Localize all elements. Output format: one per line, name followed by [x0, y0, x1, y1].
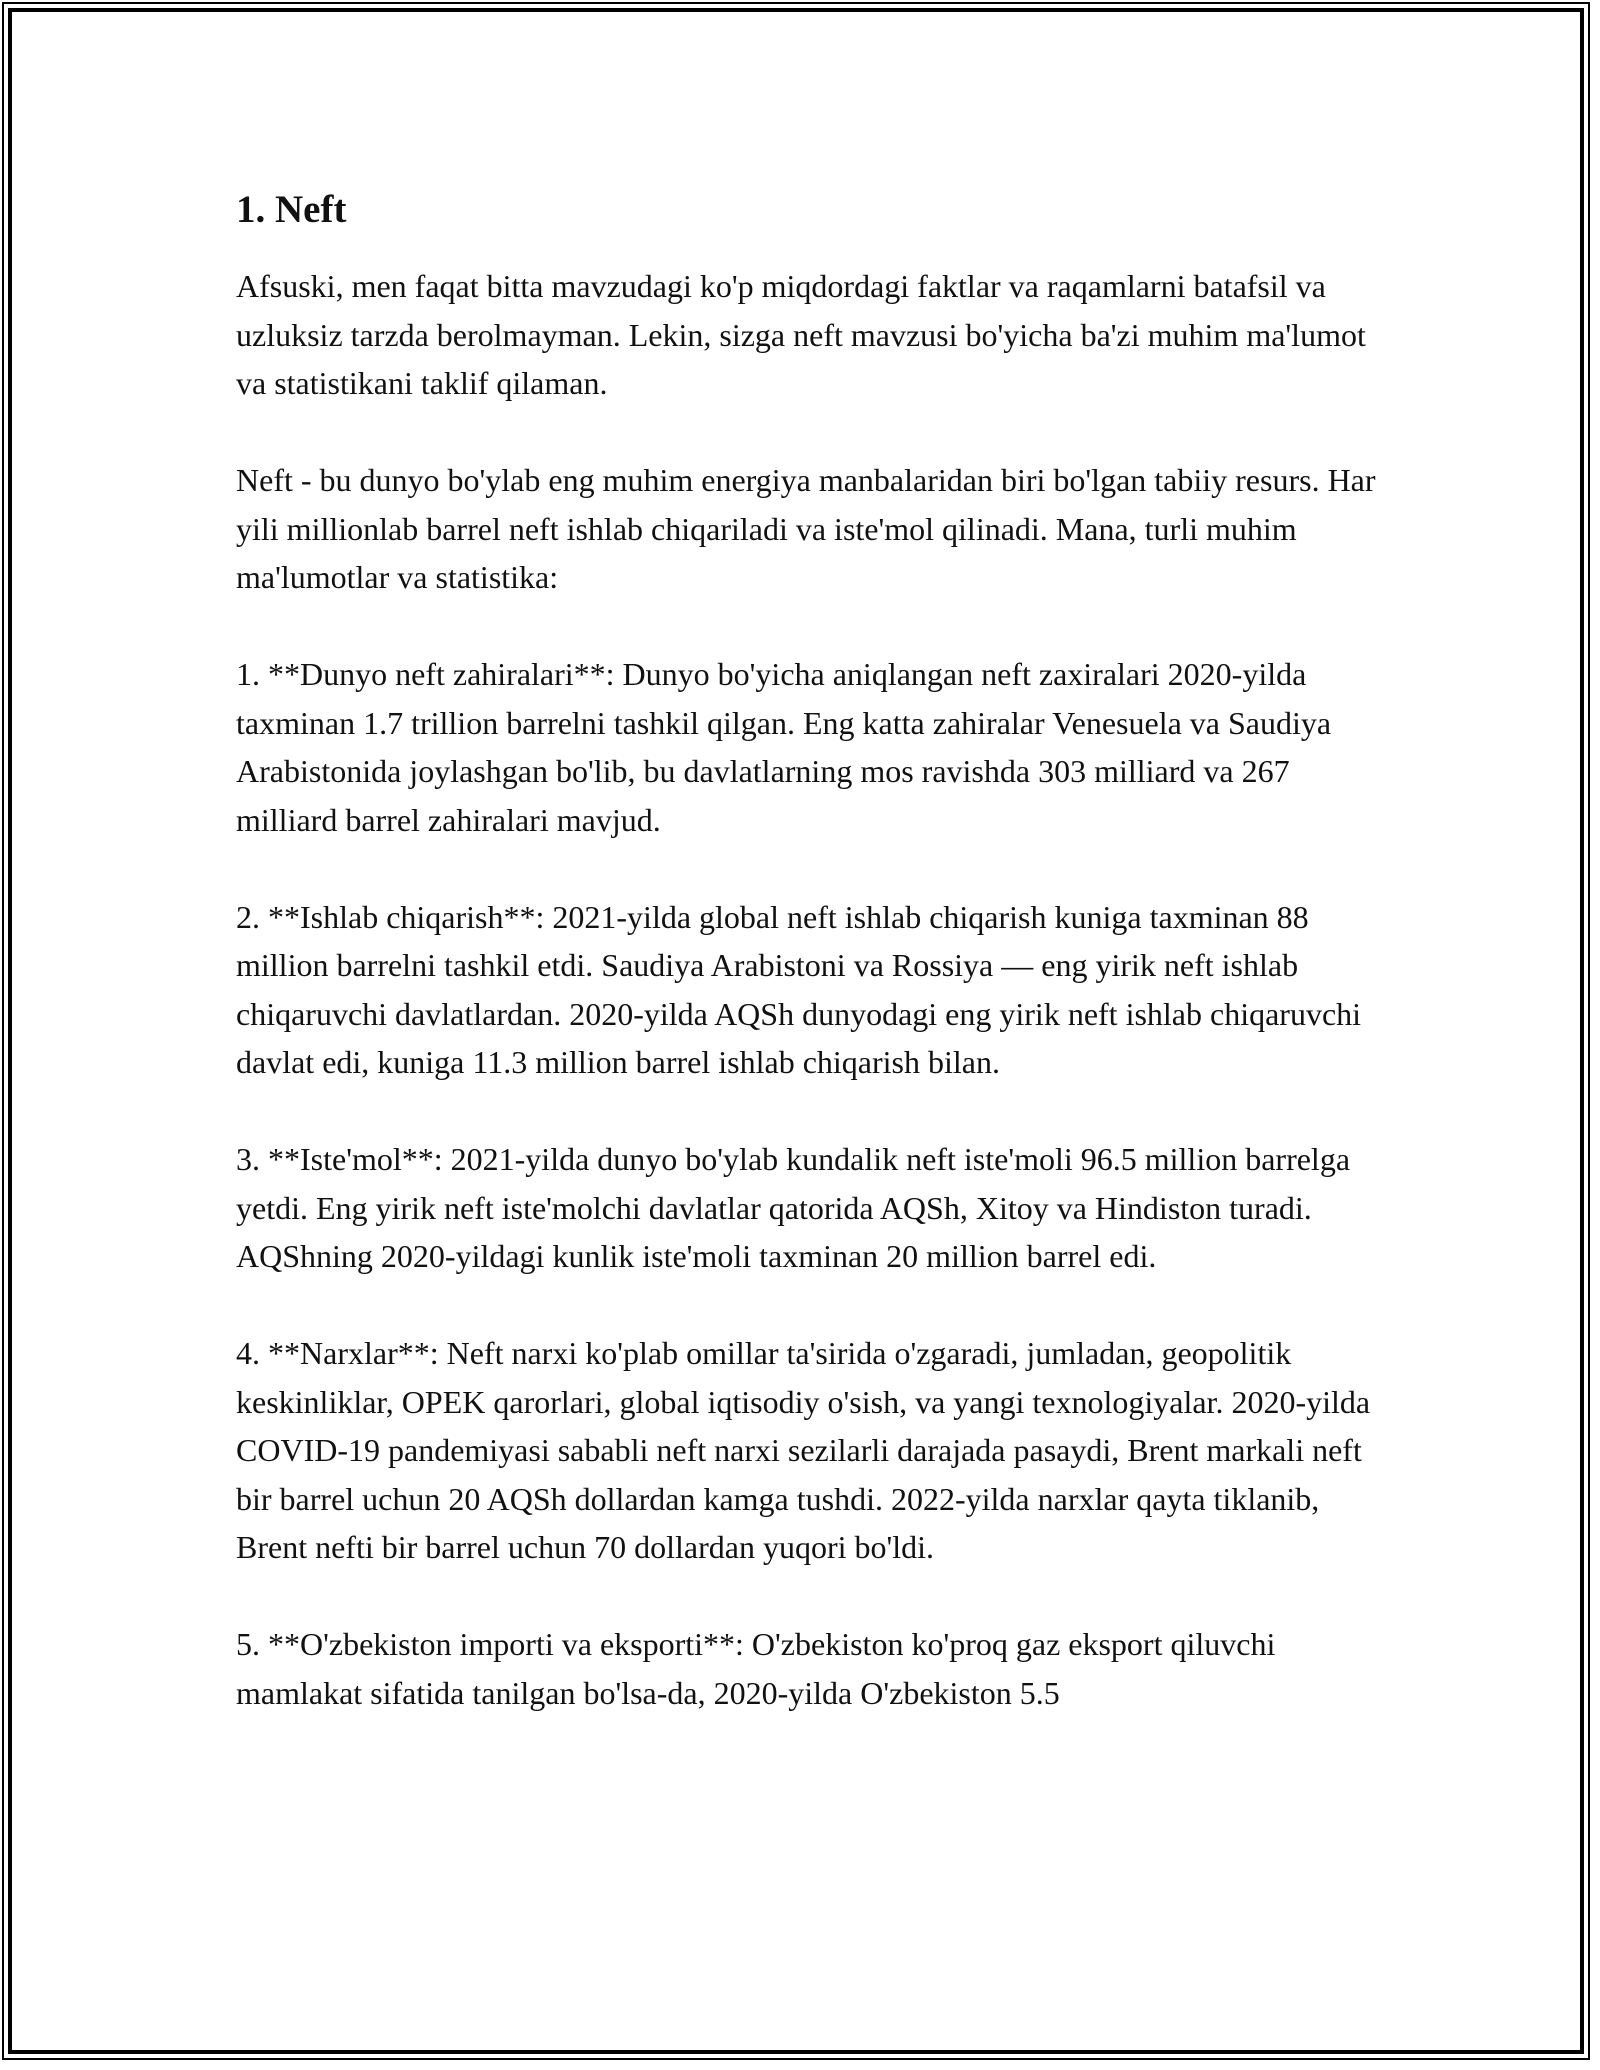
section-heading: 1. Neft	[236, 188, 347, 231]
prices-paragraph: 4. **Narxlar**: Neft narxi ko'plab omillar ta'sirida o'zgaradi, jumladan, geopolitik keskinliklar, OPEK qarorlari, global iqtisodiy o'sish, va yangi texnologiyalar. 2020-yilda COVID-19 pandemiyasi sababli neft narxi sezilarli darajada pasaydi, Brent markali neft bir barrel uchun 20 AQSh dollardan kamga tushdi. 2022-yilda narxlar qayta tiklanib, Brent nefti bir barrel uchun 70 dollardan yuqori bo'ldi.	[236, 1335, 1371, 1565]
production-paragraph: 2. **Ishlab chiqarish**: 2021-yilda global neft ishlab chiqarish kuniga taxminan 88 million barrelni tashkil etdi. Saudiya Arabistoni va Rossiya — eng yirik neft ishlab chiqaruvchi davlatlardan. 2020-yilda AQSh dunyodagi eng yirik neft ishlab chiqaruvchi davlat edi, kuniga 11.3 million barrel ishlab chiqarish bilan.	[236, 898, 1362, 1080]
uzbekistan-trade-paragraph: 5. **O'zbekiston importi va eksporti**: O'zbekiston ko'proq gaz eksport qiluvchi mamlakat sifatida tanilgan bo'lsa-da, 2020-yilda O'zbekiston 5.5	[236, 1626, 1276, 1711]
overview-paragraph: Neft - bu dunyo bo'ylab eng muhim energiya manbalaridan biri bo'lgan tabiiy resurs. Har yili millionlab barrel neft ishlab chiqariladi va iste'mol qilinadi. Mana, turli muhim ma'lumotlar va statistika:	[236, 462, 1376, 595]
reserves-paragraph: 1. **Dunyo neft zahiralari**: Dunyo bo'yicha aniqlangan neft zaxiralari 2020-yilda taxminan 1.7 trillion barrelni tashkil qilgan. Eng katta zahiralar Venesuela va Saudiya Arabistonida joylashgan bo'lib, bu davlatlarning mos ravishda 303 milliard va 267 milliard barrel zahiralari mavjud.	[236, 656, 1332, 838]
intro-paragraph: Afsuski, men faqat bitta mavzudagi ko'p miqdordagi faktlar va raqamlarni batafsil va uzluksiz tarzda berolmayman. Lekin, sizga neft mavzusi bo'yicha ba'zi muhim ma'lumot va statistikani taklif qilaman.	[236, 268, 1366, 401]
consumption-paragraph: 3. **Iste'mol**: 2021-yilda dunyo bo'ylab kundalik neft iste'moli 96.5 million barrelga yetdi. Eng yirik neft iste'molchi davlatlar qatorida AQSh, Xitoy va Hindiston turadi. AQShning 2020-yildagi kunlik iste'moli taxminan 20 million barrel edi.	[236, 1141, 1351, 1274]
document-body	[236, 186, 1376, 1717]
